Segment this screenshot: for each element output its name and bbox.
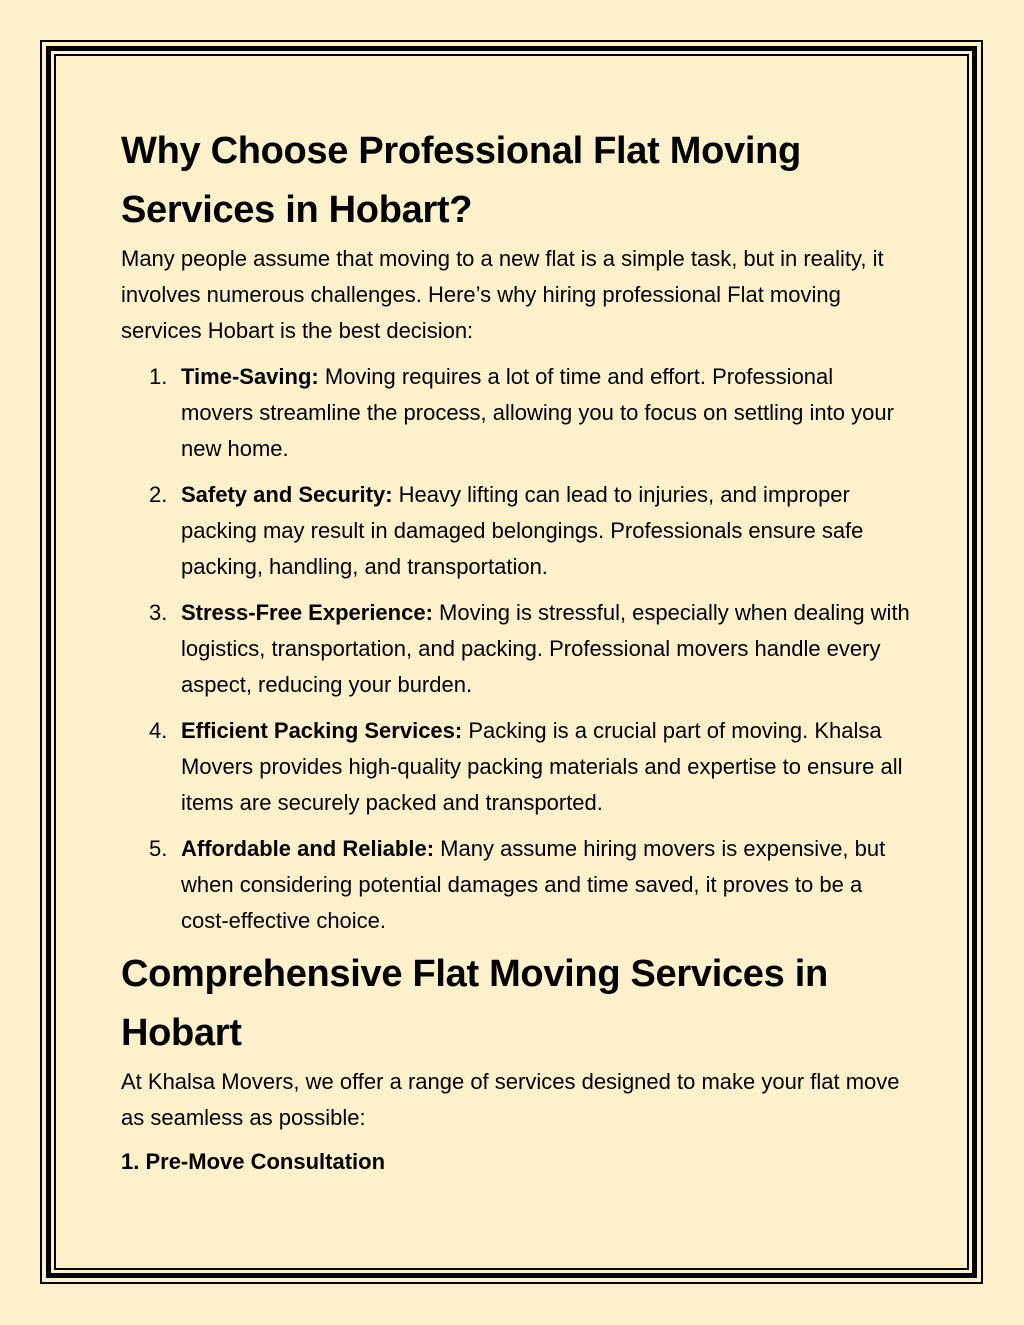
list-item-text: Moving requires a lot of time and effort. Professional movers streamline the process, allowing you to focus on settling into your new home.: [181, 364, 894, 461]
list-item-title: Safety and Security:: [181, 482, 393, 507]
list-number: 2.: [149, 482, 168, 507]
document-content: [121, 122, 911, 1180]
list-item-title: Stress-Free Experience:: [181, 600, 433, 625]
services-intro-paragraph: At Khalsa Movers, we offer a range of services designed to make your flat move as seamless as possible:: [121, 1069, 900, 1130]
subheading-pre-move-consultation: 1. Pre-Move Consultation: [121, 1149, 386, 1174]
list-item-text: Moving is stressful, especially when dealing with logistics, transportation, and packing. Professional movers handle every aspect, reducing your burden.: [181, 600, 910, 697]
list-item-text: Heavy lifting can lead to injuries, and improper packing may result in damaged belongings. Professionals ensure safe packing, handling, and transportation.: [181, 482, 864, 579]
list-item-title: Time-Saving:: [181, 364, 319, 389]
intro-paragraph: Many people assume that moving to a new flat is a simple task, but in reality, it involves numerous challenges. Here’s why hiring professional Flat moving services Hobart is the best decision:: [121, 246, 884, 343]
list-item: [121, 713, 911, 821]
list-item-title: Affordable and Reliable:: [181, 836, 435, 861]
list-number: 3.: [149, 600, 168, 625]
list-item-text: Many assume hiring movers is expensive, but when considering potential damages and time saved, it proves to be a cost-effective choice.: [181, 836, 886, 933]
list-item: [121, 831, 911, 939]
section-heading-comprehensive: Comprehensive Flat Moving Services in Hobart: [121, 953, 828, 1054]
section-heading-why-choose: Why Choose Professional Flat Moving Services in Hobart?: [121, 130, 801, 231]
list-number: 4.: [149, 718, 168, 743]
list-item-text: Packing is a crucial part of moving. Khalsa Movers provides high-quality packing materials and expertise to ensure all items are securely packed and transported.: [181, 718, 903, 815]
list-item: [121, 359, 911, 467]
benefits-list: [121, 359, 911, 939]
list-item: [121, 477, 911, 585]
list-item-title: Efficient Packing Services:: [181, 718, 463, 743]
list-number: 1.: [149, 364, 168, 389]
list-number: 5.: [149, 836, 168, 861]
list-item: [121, 595, 911, 703]
